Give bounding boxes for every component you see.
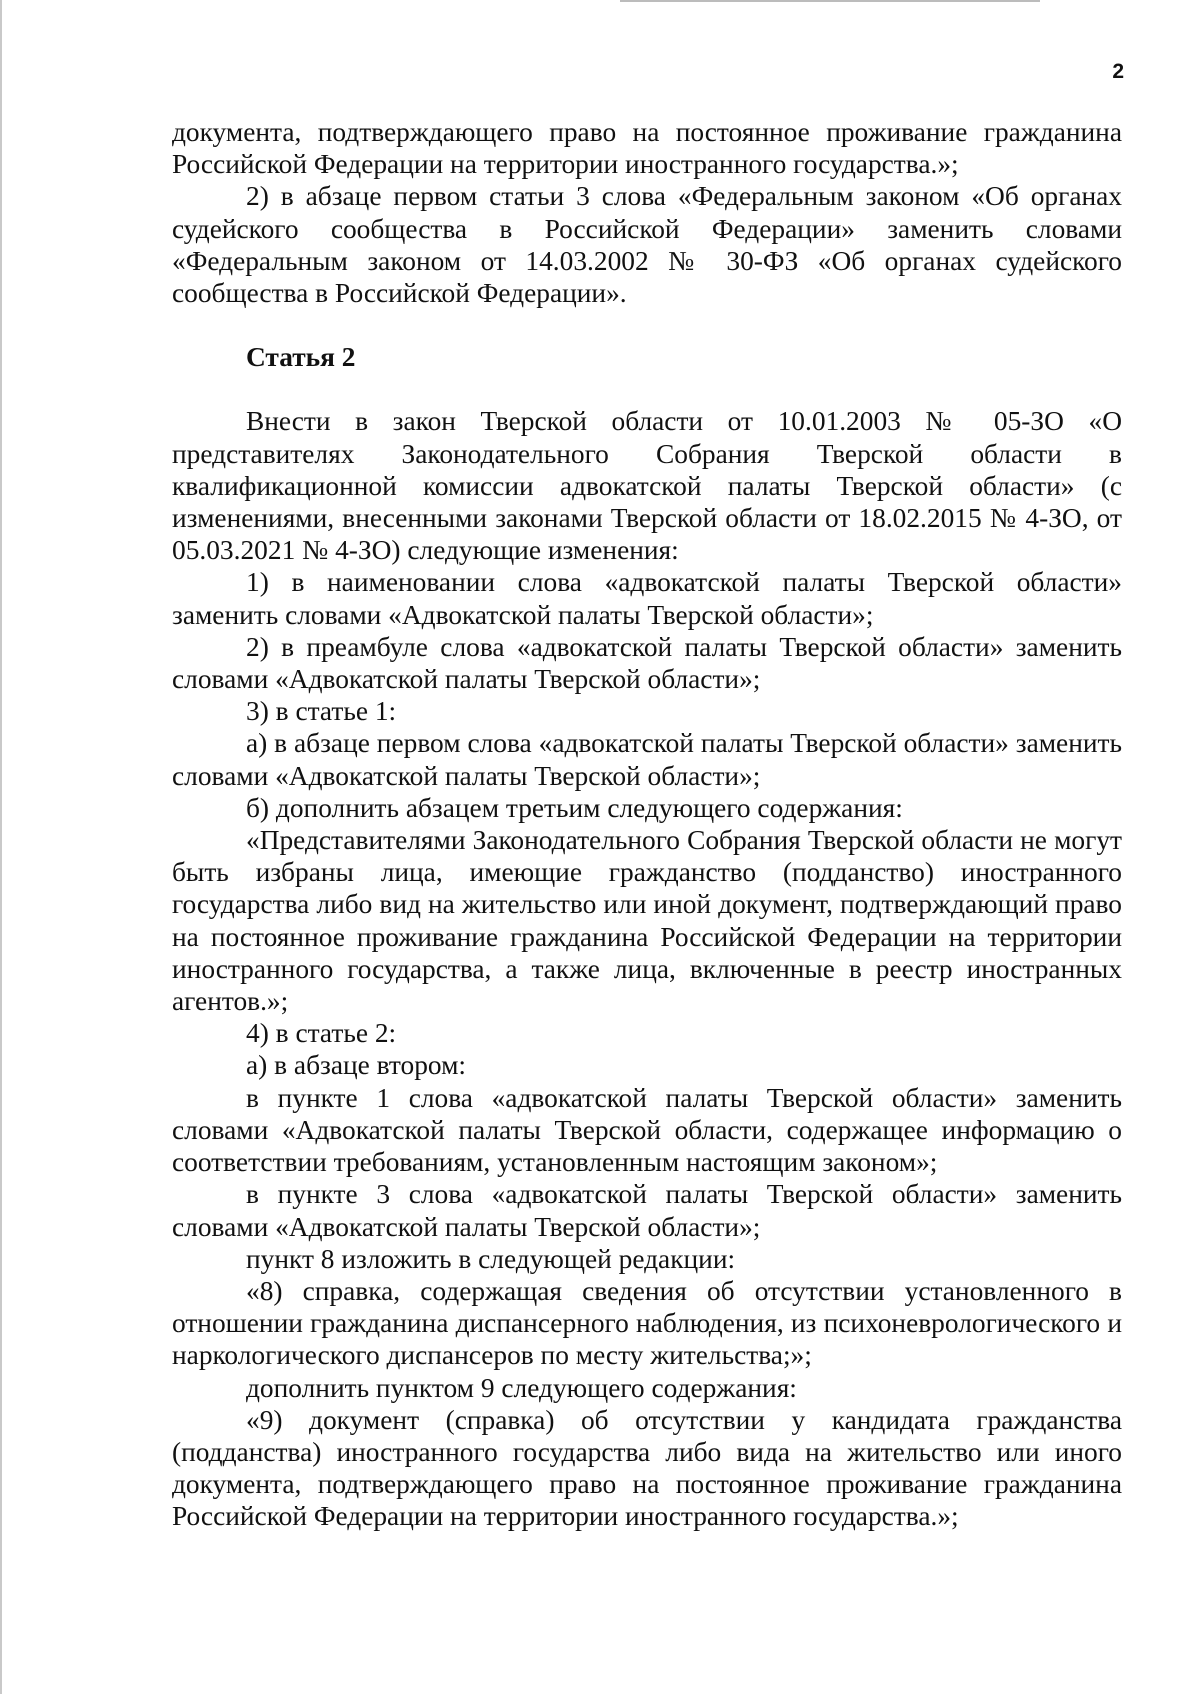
- scan-left-edge: [0, 0, 2, 1694]
- paragraph-new-third-paragraph: «Представителями Законодательного Собрания Тверской области не могут быть избраны лица, имеющие гражданство (подданство) иностранного государства либо вид на жительство или иной документ, подтверждающий право на постоянное проживание гражданина Российской Федерации на территории иностранного государства, а также лица, включенные в реестр иностранных агентов.»;: [172, 825, 1122, 1017]
- article-2-heading: Статья 2: [246, 342, 356, 373]
- page-number: 2: [1112, 60, 1124, 83]
- paragraph-item-3-article-1: 3) в статье 1:: [246, 696, 397, 727]
- paragraph-subitem-b: б) дополнить абзацем третьим следующего содержания:: [246, 792, 903, 823]
- paragraph-subitem-a-second: а) в абзаце втором:: [246, 1050, 467, 1081]
- paragraph-point-9-text: «9) документ (справка) об отсутствии у кандидата гражданства (подданства) иностранного государства либо вида на жительство или иного документа, подтверждающего право на постоянное проживание гражданина Российской Федерации на территории иностранного государства.»;: [172, 1404, 1122, 1532]
- paragraph-amendment-intro: Внести в закон Тверской области от 10.01.2003 № 05-ЗО «О представителях Законодательного Собрания Тверской области в квалификационной комиссии адвокатской палаты Тверской области» (с изменениями, внесенными законами Тверской области от 18.02.2015 № 4-ЗО, от 05.03.2021 № 4-ЗО) следующие изменения:: [172, 406, 1122, 566]
- scan-top-edge: [620, 0, 1040, 2]
- paragraph-point-9-intro: дополнить пунктом 9 следующего содержания:: [246, 1372, 797, 1403]
- paragraph-item-4-article-2: 4) в статье 2:: [246, 1018, 397, 1049]
- paragraph-item-1-title: 1) в наименовании слова «адвокатской палаты Тверской области» заменить словами «Адвокатской палаты Тверской области»;: [172, 567, 1122, 630]
- document-body: [172, 116, 1122, 1533]
- paragraph-continuation: документа, подтверждающего право на постоянное проживание гражданина Российской Федерации на территории иностранного государства.»;: [172, 117, 1122, 180]
- paragraph-point-8-intro: пункт 8 изложить в следующей редакции:: [246, 1243, 736, 1274]
- paragraph-point-8-text: «8) справка, содержащая сведения об отсутствии установленного в отношении гражданина диспансерного наблюдения, из психоневрологического и наркологического диспансеров по месту жительства;»;: [172, 1275, 1122, 1371]
- paragraph-item-2-article-3: 2) в абзаце первом статьи 3 слова «Федеральным законом «Об органах судейского сообщества в Российской Федерации» заменить словами «Федеральным законом от 14.03.2002 № 30-ФЗ «Об органах судейского сообщества в Российской Федерации».: [172, 181, 1122, 309]
- paragraph-subitem-a: а) в абзаце первом слова «адвокатской палаты Тверской области» заменить словами «Адвокатской палаты Тверской области»;: [172, 728, 1122, 791]
- paragraph-point-1: в пункте 1 слова «адвокатской палаты Тверской области» заменить словами «Адвокатской палаты Тверской области, содержащее информацию о соответствии требованиям, установленным настоящим законом»;: [172, 1082, 1122, 1178]
- paragraph-item-2-preamble: 2) в преамбуле слова «адвокатской палаты Тверской области» заменить словами «Адвокатской палаты Тверской области»;: [172, 631, 1122, 695]
- paragraph-point-3: в пункте 3 слова «адвокатской палаты Тверской области» заменить словами «Адвокатской палаты Тверской области»;: [172, 1179, 1122, 1242]
